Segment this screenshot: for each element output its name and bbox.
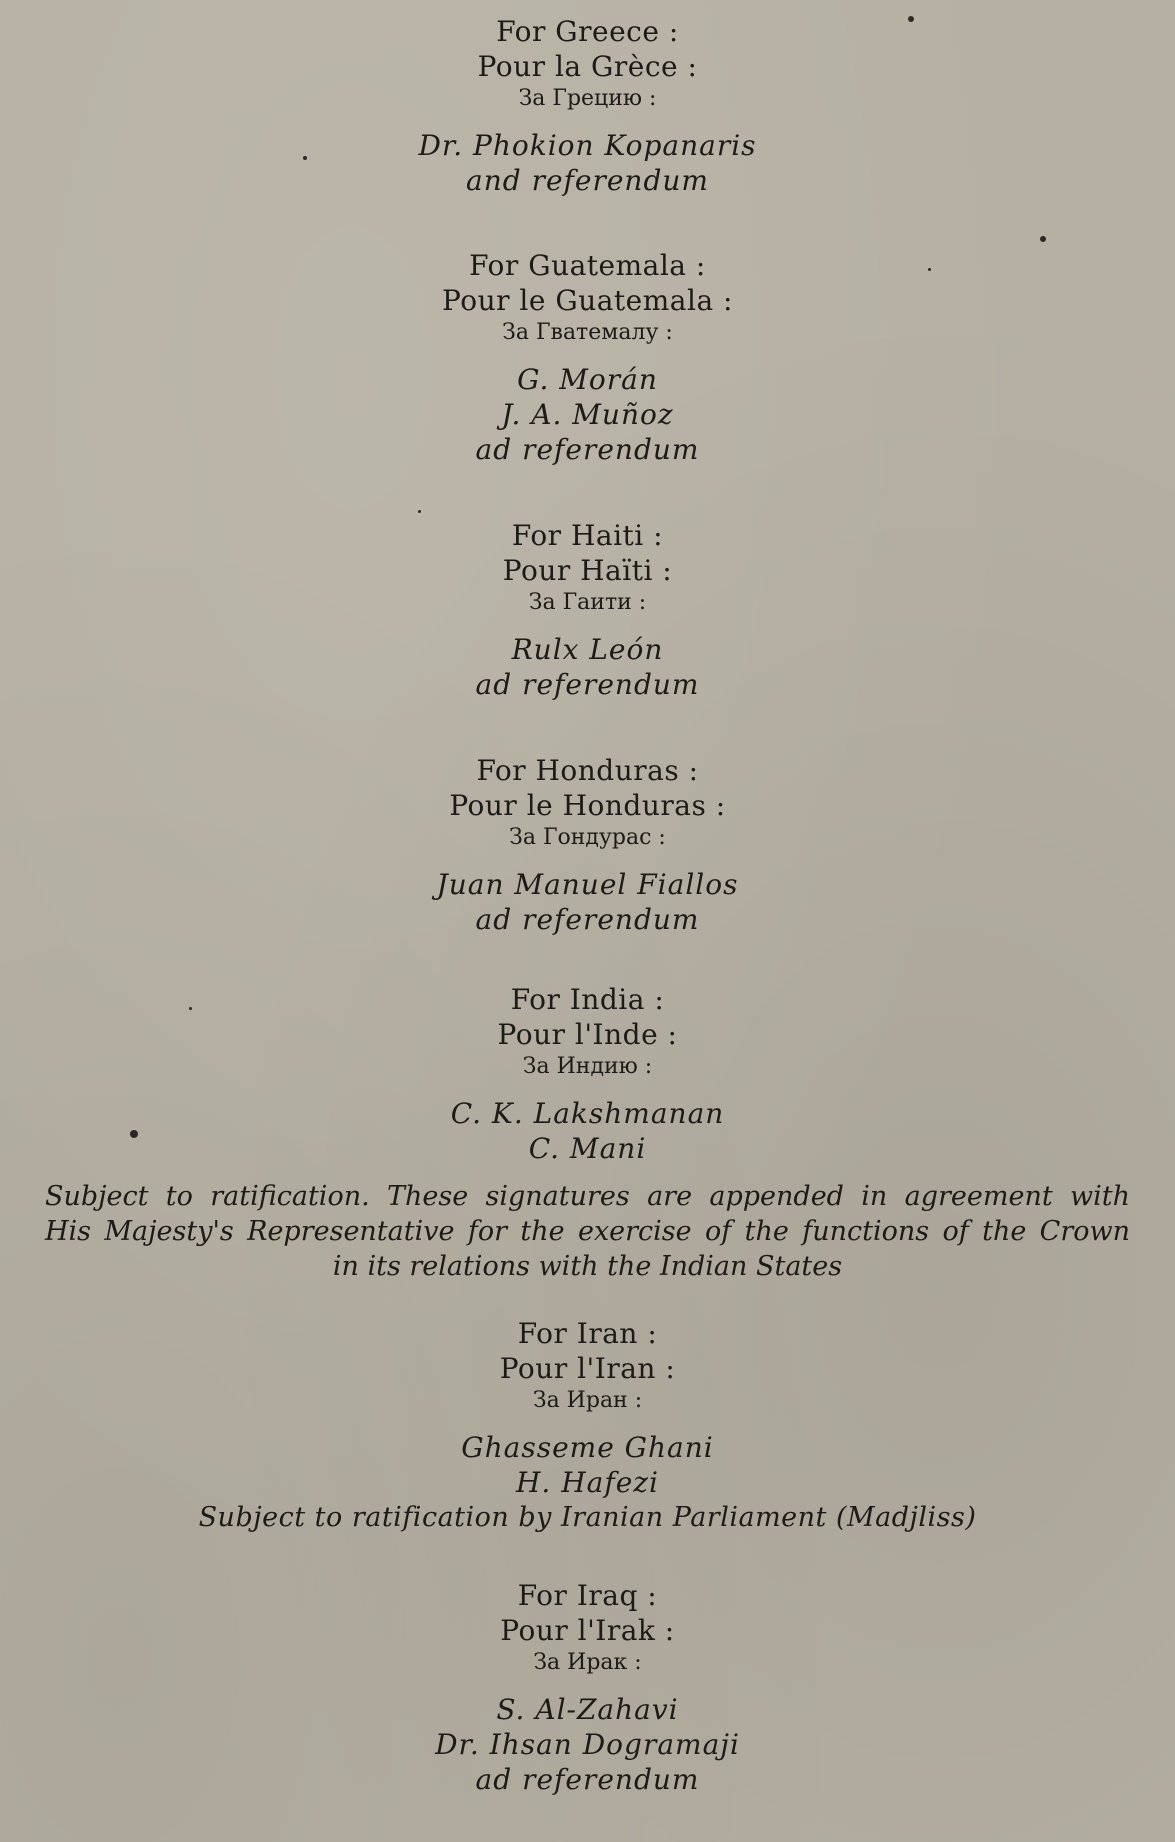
heading-en: For Honduras :	[476, 754, 699, 787]
note-line: Subject to ratification. These signatures are appended in agreement with	[45, 1181, 1130, 1212]
note-line: in its relations with the Indian States	[332, 1251, 843, 1282]
signatory: ad referendum	[475, 668, 700, 701]
heading-fr: Pour le Honduras :	[449, 789, 726, 822]
signatory: ad referendum	[475, 1763, 700, 1796]
section-iraq	[0, 1578, 1175, 1797]
heading-en: For Iraq :	[517, 1579, 658, 1612]
paper-speck	[303, 156, 307, 160]
signatory: Juan Manuel Fiallos	[436, 868, 739, 901]
paper-speck	[418, 510, 421, 513]
signatory: ad referendum	[475, 433, 700, 466]
heading-fr: Pour l'Inde :	[497, 1018, 678, 1051]
paper-speck	[908, 16, 914, 22]
heading-en: For Iran :	[517, 1317, 658, 1350]
signatory: H. Hafezi	[516, 1466, 659, 1499]
heading-fr: Pour l'Iran :	[499, 1352, 676, 1385]
signatory: J. A. Muñoz	[501, 398, 674, 431]
heading-en: For Greece :	[496, 15, 679, 48]
signatory: C. Mani	[528, 1132, 647, 1165]
signatory: Rulx León	[511, 633, 664, 666]
section-honduras	[0, 753, 1175, 937]
heading-ru: За Иран :	[532, 1388, 643, 1413]
heading-ru: За Ирак :	[533, 1650, 642, 1675]
heading-fr: Pour Haïti :	[502, 554, 673, 587]
paper-speck	[1040, 236, 1046, 242]
india-reservation-note	[45, 1179, 1130, 1284]
heading-fr: Pour l'Irak :	[500, 1614, 675, 1647]
heading-en: For Guatemala :	[469, 249, 706, 282]
heading-en: For India :	[510, 983, 665, 1016]
signatory: G. Morán	[517, 363, 658, 396]
paper-speck	[130, 1130, 138, 1138]
section-india	[0, 982, 1175, 1166]
signatory: Ghasseme Ghani	[461, 1431, 714, 1464]
signatory: C. K. Lakshmanan	[450, 1097, 725, 1130]
paper-speck	[189, 1007, 192, 1010]
heading-fr: Pour le Guatemala :	[442, 284, 733, 317]
heading-ru: За Гондурас :	[509, 825, 666, 850]
heading-ru: За Грецию :	[518, 86, 657, 111]
signatory: ad referendum	[475, 903, 700, 936]
section-haiti	[0, 518, 1175, 702]
signatory: Dr. Ihsan Dogramaji	[435, 1728, 740, 1761]
signatory: and referendum	[466, 164, 709, 197]
heading-en: For Haiti :	[511, 519, 664, 552]
paper-speck	[928, 268, 931, 271]
section-guatemala	[0, 248, 1175, 467]
heading-fr: Pour la Grèce :	[477, 50, 698, 83]
heading-ru: За Индию :	[522, 1054, 653, 1079]
signatory: S. Al-Zahavi	[496, 1693, 679, 1726]
iran-reservation-note: Subject to ratification by Iranian Parliament (Madjliss)	[198, 1502, 977, 1533]
heading-ru: За Гаити :	[528, 590, 647, 615]
signatory: Dr. Phokion Kopanaris	[418, 129, 757, 162]
note-line: His Majesty's Representative for the exercise of the functions of the Crown	[45, 1216, 1130, 1247]
section-greece	[0, 14, 1175, 198]
heading-ru: За Гватемалу :	[502, 320, 673, 345]
section-iran	[0, 1316, 1175, 1535]
